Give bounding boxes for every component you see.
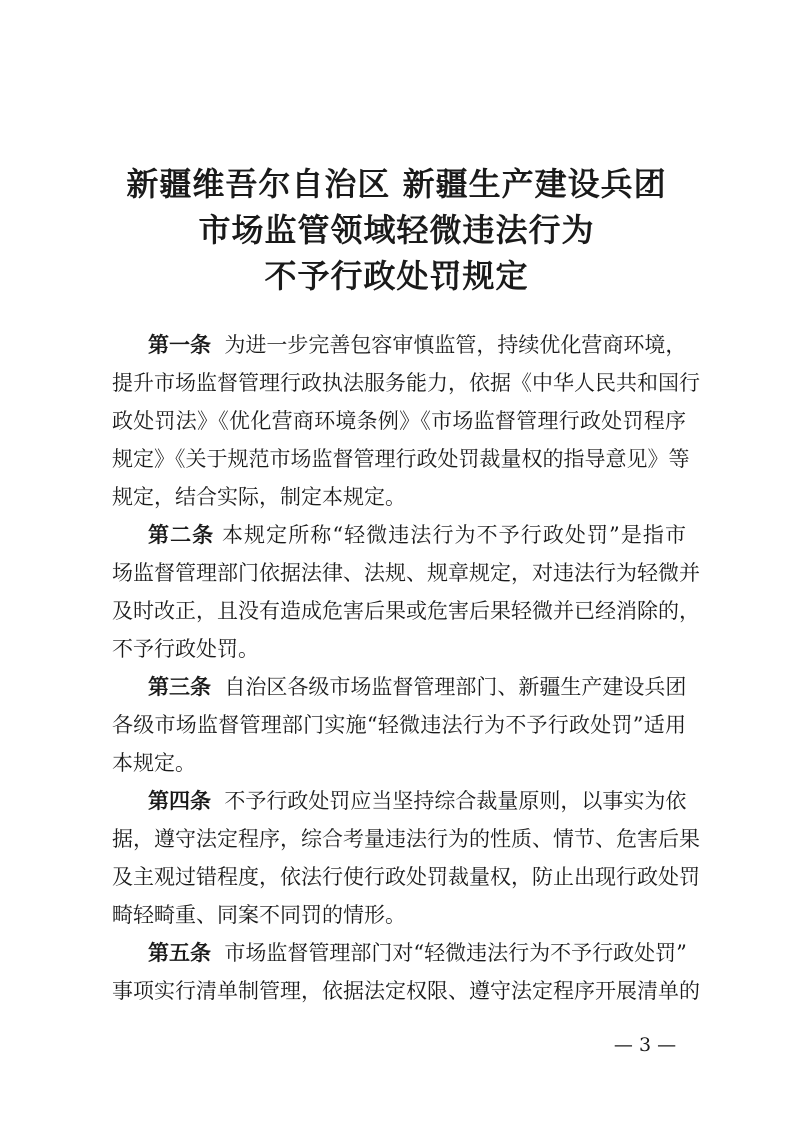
article-3-line-2: 各级市场监督管理部门实施“轻微违法行为不予行政处罚”适用 (112, 713, 686, 737)
document-title-line-2: 市场监管领域轻微违法行为 (198, 211, 595, 249)
article-1-line-3: 政处罚法》《优化营商环境条例》《市场监督管理行政处罚程序 (112, 409, 686, 433)
article-3-heading: 第三条 (148, 675, 211, 699)
article-2-line-4: 不予行政处罚。 (112, 637, 259, 661)
article-1-line-4: 规定》《关于规范市场监督管理行政处罚裁量权的指导意见》等 (112, 447, 690, 471)
article-4-line-3: 及主观过错程度，依法行使行政处罚裁量权，防止出现行政处罚 (112, 865, 700, 889)
article-4-heading: 第四条 (148, 789, 211, 813)
article-2-text: 本规定所称“轻微违法行为不予行政处罚”是指市 (221, 523, 686, 547)
article-1-line-2: 提升市场监督管理行政执法服务能力，依据《中华人民共和国行 (112, 371, 700, 395)
page-number: — 3 — (613, 1034, 677, 1056)
article-3-text: 自治区各级市场监督管理部门、新疆生产建设兵团 (224, 675, 687, 699)
article-1-line-1 (148, 330, 686, 360)
article-3-line-3: 本规定。 (112, 751, 196, 775)
article-4-text: 不予行政处罚应当坚持综合裁量原则，以事实为依 (224, 789, 687, 813)
article-5-line-2: 事项实行清单制管理，依据法定权限、遵守法定程序开展清单的 (112, 979, 700, 1003)
article-4-line-1 (148, 786, 686, 816)
article-3-line-1 (148, 672, 686, 702)
article-2-line-1 (148, 520, 686, 550)
document-title-line-1: 新疆维吾尔自治区 新疆生产建设兵团 (126, 165, 667, 203)
article-5-text: 市场监督管理部门对“轻微违法行为不予行政处罚” (224, 941, 687, 965)
article-1-line-5: 规定，结合实际，制定本规定。 (112, 485, 406, 509)
article-4-line-2: 据，遵守法定程序，综合考量违法行为的性质、情节、危害后果 (112, 827, 700, 851)
article-2-line-3: 及时改正，且没有造成危害后果或危害后果轻微并已经消除的， (112, 599, 700, 623)
article-5-line-1 (148, 938, 686, 968)
article-5-heading: 第五条 (148, 941, 211, 965)
article-2-heading: 第二条 (148, 523, 215, 547)
article-4-line-4: 畸轻畸重、同案不同罚的情形。 (112, 903, 406, 927)
article-1-heading: 第一条 (148, 333, 211, 357)
article-2-line-2: 场监督管理部门依据法律、法规、规章规定，对违法行为轻微并 (112, 561, 700, 585)
article-1-text: 为进一步完善包容审慎监管，持续优化营商环境， (224, 333, 687, 357)
document-title-line-3: 不予行政处罚规定 (264, 257, 529, 295)
